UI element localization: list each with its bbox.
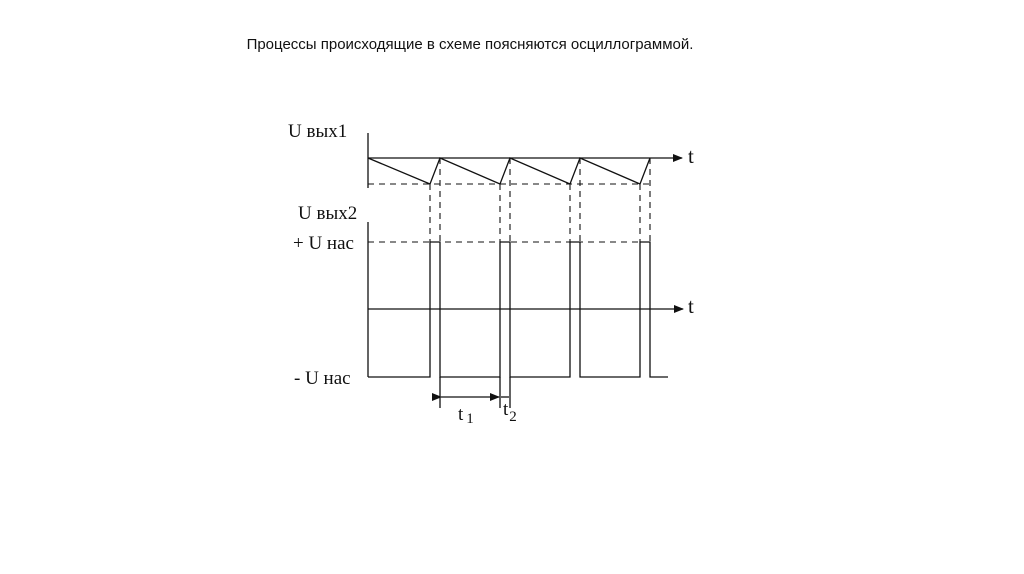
t2-label: $t_2$ (503, 399, 517, 425)
t1-label: t 1 (458, 404, 474, 427)
plus-sat-label: + U нас (293, 233, 354, 254)
upper-axis-label: U вых1 (288, 121, 348, 142)
slide-caption: Процессы происходящие в схеме поясняются осциллограммой. (246, 36, 694, 53)
lower-axis-label: U вых2 (298, 203, 358, 224)
minus-sat-label: - U нас (294, 368, 351, 389)
lower-time-label: t (688, 294, 694, 318)
upper-time-label: t (688, 144, 694, 168)
sawtooth-waveform (368, 158, 650, 184)
